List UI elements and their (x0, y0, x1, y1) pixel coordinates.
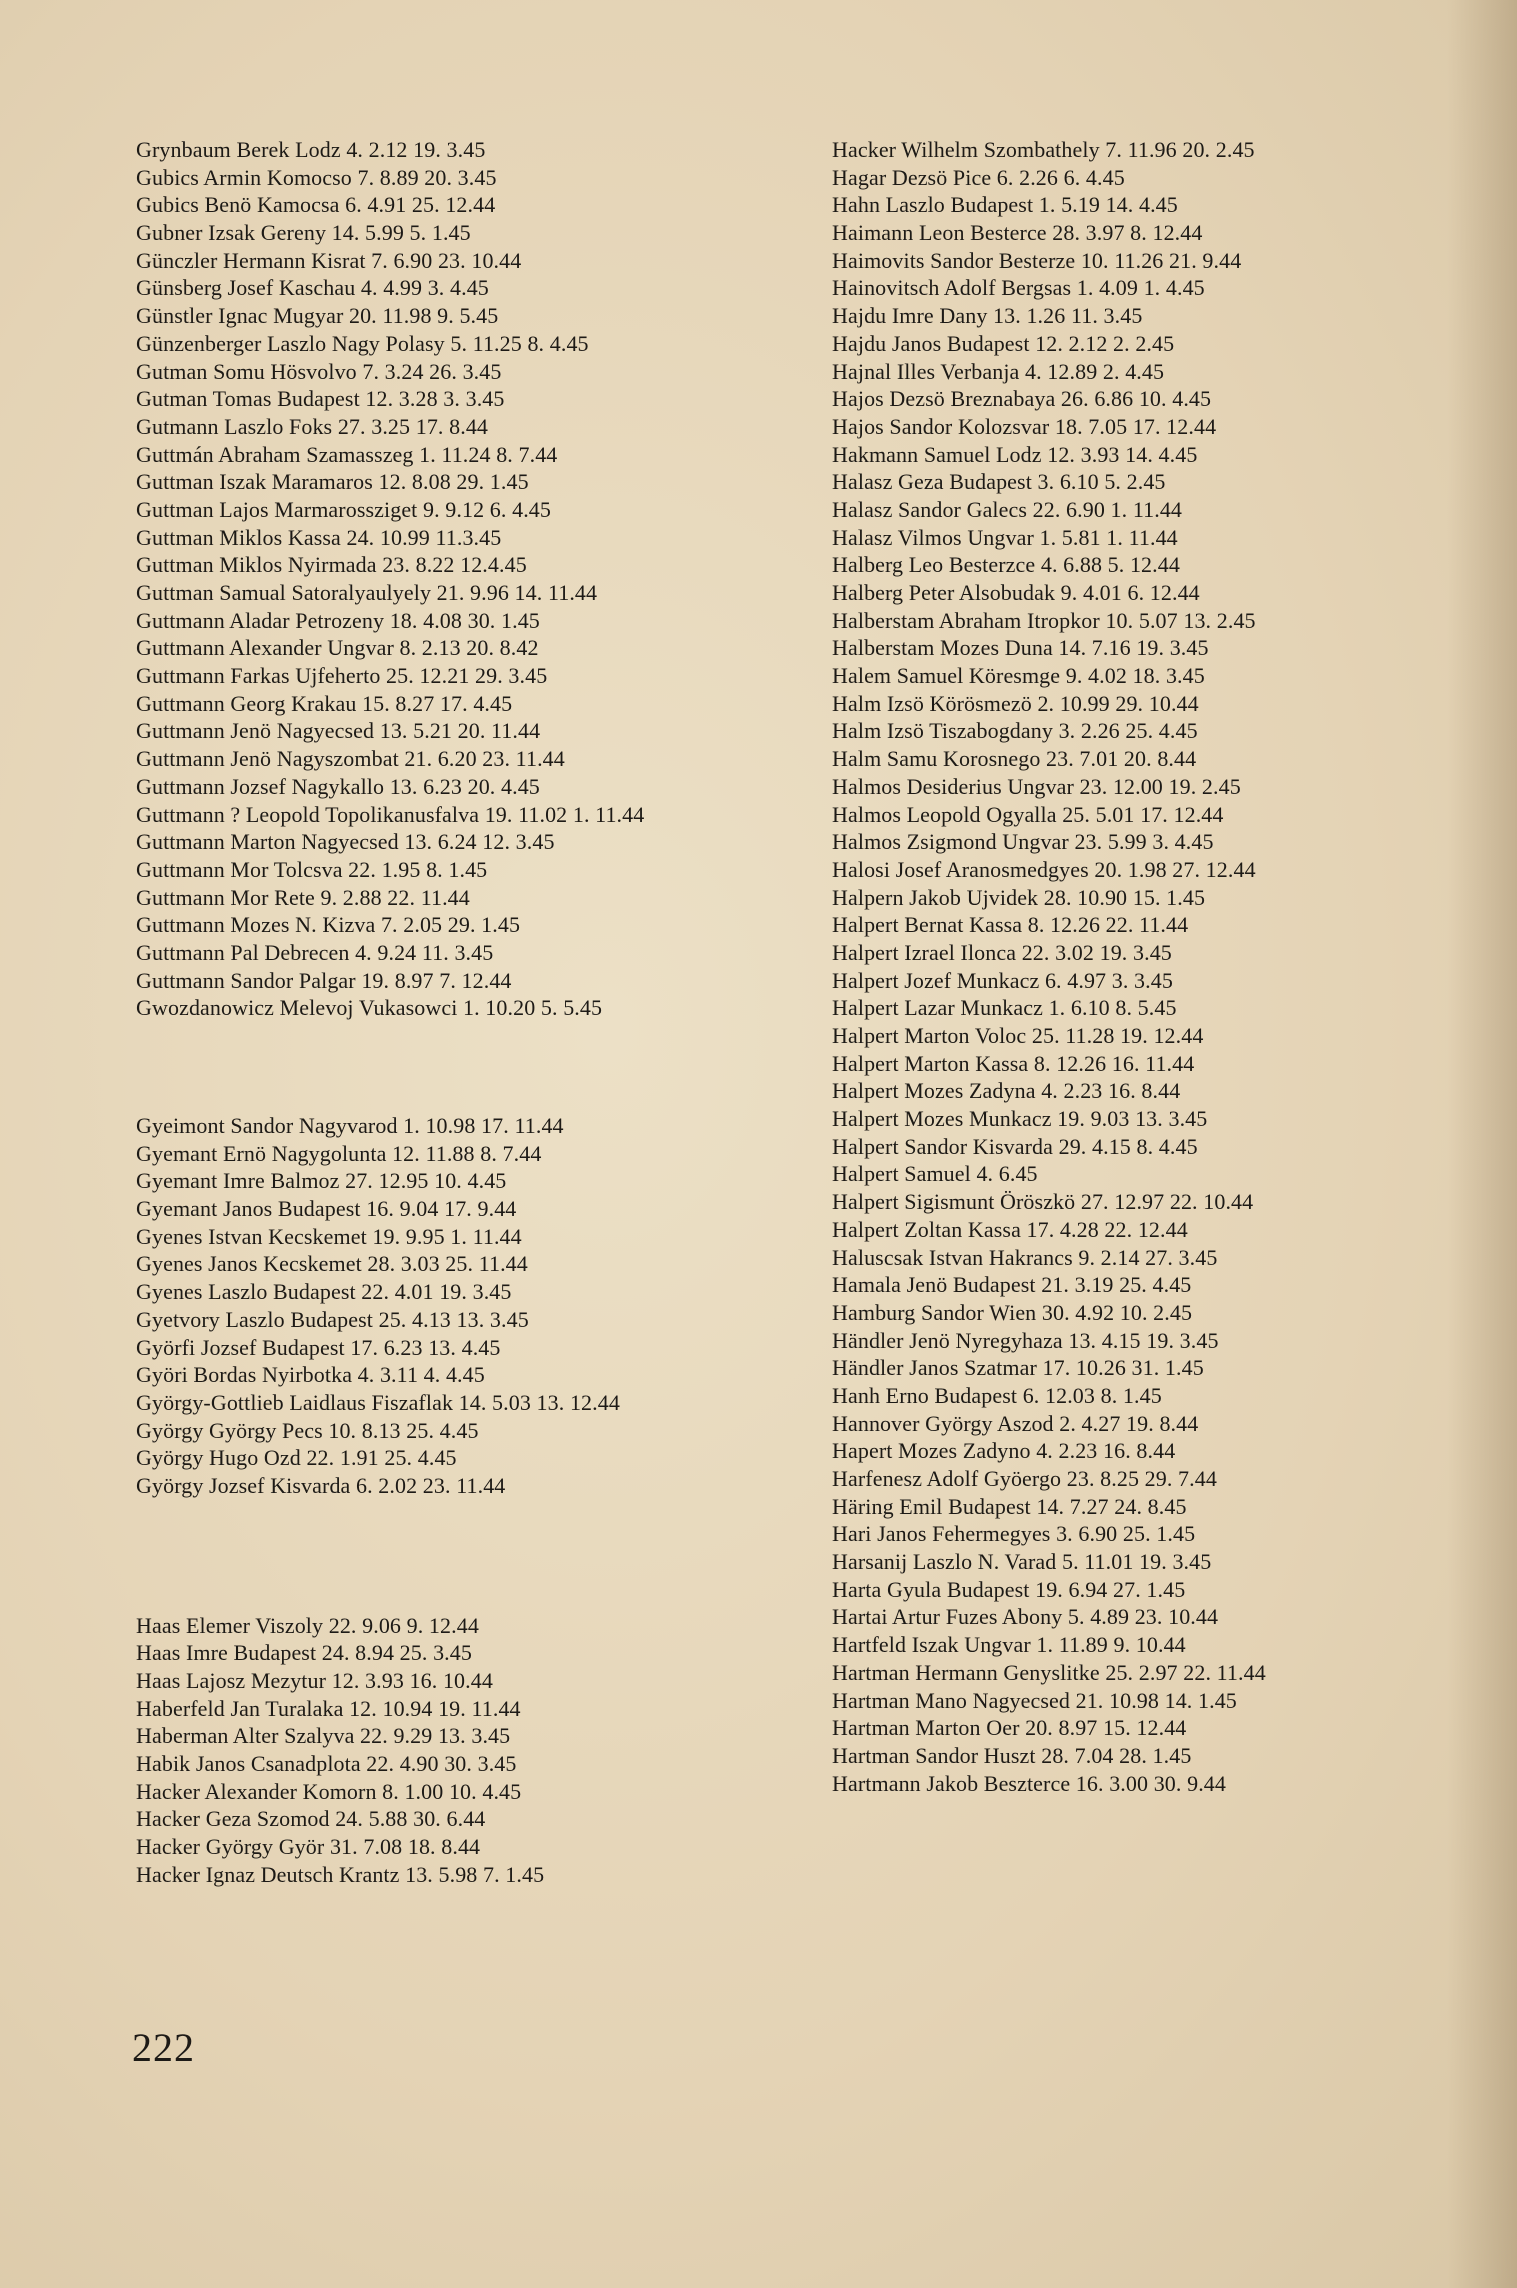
list-item: Hartai Artur Fuzes Abony 5. 4.89 23. 10.44 (832, 1604, 1219, 1630)
list-item: Haimovits Sandor Besterze 10. 11.26 21. 9.44 (832, 247, 1242, 273)
list-item: Hakmann Samuel Lodz 12. 3.93 14. 4.45 (832, 441, 1198, 467)
list-item: Händler Janos Szatmar 17. 10.26 31. 1.45 (832, 1355, 1204, 1381)
list-item: Hacker György Györ 31. 7.08 18. 8.44 (136, 1834, 481, 1860)
list-item: Hamburg Sandor Wien 30. 4.92 10. 2.45 (832, 1299, 1193, 1325)
list-item: Günstler Ignac Mugyar 20. 11.98 9. 5.45 (136, 303, 499, 329)
list-item: Györfi Jozsef Budapest 17. 6.23 13. 4.45 (136, 1334, 501, 1360)
list-item: Halpert Sandor Kisvarda 29. 4.15 8. 4.45 (832, 1133, 1198, 1159)
name-list-gy (136, 1112, 786, 1500)
list-item: Harta Gyula Budapest 19. 6.94 27. 1.45 (832, 1576, 1186, 1602)
list-item: Hartfeld Iszak Ungvar 1. 11.89 9. 10.44 (832, 1632, 1186, 1658)
list-item: Hajos Sandor Kolozsvar 18. 7.05 17. 12.44 (832, 413, 1217, 439)
list-item: Gutman Tomas Budapest 12. 3.28 3. 3.45 (136, 386, 505, 412)
list-item: Gubics Benö Kamocsa 6. 4.91 25. 12.44 (136, 192, 496, 218)
list-item: Halpert Bernat Kassa 8. 12.26 22. 11.44 (832, 912, 1189, 938)
list-item: Halmos Desiderius Ungvar 23. 12.00 19. 2.45 (832, 773, 1241, 799)
name-list-g1 (136, 136, 786, 1022)
list-item: Gubics Armin Komocso 7. 8.89 20. 3.45 (136, 164, 497, 190)
list-item: Hacker Geza Szomod 24. 5.88 30. 6.44 (136, 1806, 486, 1832)
list-item: Hacker Alexander Komorn 8. 1.00 10. 4.45 (136, 1778, 522, 1804)
list-item: Halpert Izrael Ilonca 22. 3.02 19. 3.45 (832, 939, 1172, 965)
list-item: Haas Elemer Viszoly 22. 9.06 9. 12.44 (136, 1612, 479, 1638)
list-item: Günzenberger Laszlo Nagy Polasy 5. 11.25 8. 4.45 (136, 330, 589, 356)
list-item: Gubner Izsak Gereny 14. 5.99 5. 1.45 (136, 220, 471, 246)
list-item: Guttmann Jenö Nagyecsed 13. 5.21 20. 11.44 (136, 718, 541, 744)
list-item: Hartman Sandor Huszt 28. 7.04 28. 1.45 (832, 1742, 1192, 1768)
list-item: György Jozsef Kisvarda 6. 2.02 23. 11.44 (136, 1472, 506, 1498)
list-item: Gyemant Janos Budapest 16. 9.04 17. 9.44 (136, 1196, 517, 1222)
list-item: György Hugo Ozd 22. 1.91 25. 4.45 (136, 1445, 457, 1471)
list-item: Halm Izsö Tiszabogdany 3. 2.26 25. 4.45 (832, 718, 1198, 744)
list-item: Hagar Dezsö Pice 6. 2.26 6. 4.45 (832, 164, 1125, 190)
list-item: Halpert Mozes Zadyna 4. 2.23 16. 8.44 (832, 1078, 1181, 1104)
section-gap (136, 1500, 786, 1612)
list-item: Halberstam Mozes Duna 14. 7.16 19. 3.45 (832, 635, 1209, 661)
list-item: Guttman Lajos Marmarossziget 9. 9.12 6. 4.45 (136, 496, 551, 522)
list-item: Guttman Miklos Kassa 24. 10.99 11.3.45 (136, 524, 502, 550)
list-item: Häring Emil Budapest 14. 7.27 24. 8.45 (832, 1493, 1187, 1519)
list-item: Guttmán Abraham Szamasszeg 1. 11.24 8. 7.44 (136, 441, 558, 467)
list-item: Günsberg Josef Kaschau 4. 4.99 3. 4.45 (136, 275, 489, 301)
list-item: Guttman Iszak Maramaros 12. 8.08 29. 1.45 (136, 469, 529, 495)
list-item: Guttmann Alexander Ungvar 8. 2.13 20. 8.42 (136, 635, 539, 661)
list-item: Halpern Jakob Ujvidek 28. 10.90 15. 1.45 (832, 884, 1206, 910)
list-item: Guttmann Jenö Nagyszombat 21. 6.20 23. 11.44 (136, 746, 565, 772)
list-item: Hacker Ignaz Deutsch Krantz 13. 5.98 7. 1.45 (136, 1861, 545, 1887)
list-item: Hanh Erno Budapest 6. 12.03 8. 1.45 (832, 1382, 1162, 1408)
list-item: Grynbaum Berek Lodz 4. 2.12 19. 3.45 (136, 137, 486, 162)
page-spine-shadow (1447, 0, 1517, 2288)
list-item: Hahn Laszlo Budapest 1. 5.19 14. 4.45 (832, 192, 1178, 218)
list-item: Halberg Peter Alsobudak 9. 4.01 6. 12.44 (832, 580, 1200, 605)
right-column (832, 136, 1452, 1797)
list-item: Halberstam Abraham Itropkor 10. 5.07 13. 2.45 (832, 607, 1256, 633)
list-item: Halm Samu Korosnego 23. 7.01 20. 8.44 (832, 746, 1197, 772)
list-item: György-Gottlieb Laidlaus Fiszaflak 14. 5.03 13. 12.44 (136, 1389, 620, 1415)
list-item: Guttmann Marton Nagyecsed 13. 6.24 12. 3.45 (136, 829, 555, 855)
list-item: Guttman Samual Satoralyaulyely 21. 9.96 14. 11.44 (136, 580, 598, 605)
list-item: Hapert Mozes Zadyno 4. 2.23 16. 8.44 (832, 1438, 1176, 1464)
list-item: Günczler Hermann Kisrat 7. 6.90 23. 10.44 (136, 247, 522, 273)
list-item: Gyemant Ernö Nagygolunta 12. 11.88 8. 7.44 (136, 1140, 542, 1166)
list-item: Guttmann Pal Debrecen 4. 9.24 11. 3.45 (136, 939, 494, 965)
list-item: Hajdu Imre Dany 13. 1.26 11. 3.45 (832, 303, 1143, 329)
list-item: Guttmann ? Leopold Topolikanusfalva 19. 11.02 1. 11.44 (136, 801, 645, 827)
list-item: Hartman Hermann Genyslitke 25. 2.97 22. 11.44 (832, 1659, 1266, 1685)
list-item: Guttmann Sandor Palgar 19. 8.97 7. 12.44 (136, 967, 512, 993)
list-item: Harsanij Laszlo N. Varad 5. 11.01 19. 3.45 (832, 1549, 1212, 1575)
list-item: Hajos Dezsö Breznabaya 26. 6.86 10. 4.45 (832, 386, 1212, 412)
list-item: Harfenesz Adolf Gyöergo 23. 8.25 29. 7.44 (832, 1466, 1217, 1491)
list-item: Gyetvory Laszlo Budapest 25. 4.13 13. 3.45 (136, 1306, 529, 1332)
list-item: Halberg Leo Besterzce 4. 6.88 5. 12.44 (832, 552, 1180, 578)
page-number: 222 (132, 2025, 195, 2070)
list-item: Guttmann Mor Tolcsva 22. 1.95 8. 1.45 (136, 856, 488, 882)
list-item: Guttmann Georg Krakau 15. 8.27 17. 4.45 (136, 690, 513, 716)
list-item: Halmos Zsigmond Ungvar 23. 5.99 3. 4.45 (832, 829, 1214, 855)
list-item: Hartman Marton Oer 20. 8.97 15. 12.44 (832, 1715, 1187, 1741)
list-item: Hamala Jenö Budapest 21. 3.19 25. 4.45 (832, 1272, 1192, 1298)
list-item: Halpert Marton Kassa 8. 12.26 16. 11.44 (832, 1050, 1195, 1076)
list-item: Haluscsak Istvan Hakrancs 9. 2.14 27. 3.45 (832, 1244, 1218, 1270)
list-item: Halpert Sigismunt Öröszkö 27. 12.97 22. 10.44 (832, 1189, 1254, 1215)
list-item: Gyenes Janos Kecskemet 28. 3.03 25. 11.44 (136, 1251, 528, 1277)
list-item: Gutmann Laszlo Foks 27. 3.25 17. 8.44 (136, 413, 489, 439)
list-item: Halasz Sandor Galecs 22. 6.90 1. 11.44 (832, 496, 1183, 522)
list-item: Guttmann Farkas Ujfeherto 25. 12.21 29. 3.45 (136, 663, 548, 689)
name-list-h (136, 1612, 786, 1889)
list-item: Halasz Geza Budapest 3. 6.10 5. 2.45 (832, 469, 1166, 495)
list-item: Guttmann Aladar Petrozeny 18. 4.08 30. 1.45 (136, 607, 540, 633)
section-gap (136, 1022, 786, 1112)
list-item: Gyeimont Sandor Nagyvarod 1. 10.98 17. 11.44 (136, 1113, 564, 1138)
list-item: Gwozdanowicz Melevoj Vukasowci 1. 10.20 5. 5.45 (136, 995, 603, 1021)
list-item: Hannover György Aszod 2. 4.27 19. 8.44 (832, 1410, 1199, 1436)
list-item: Halem Samuel Köresmge 9. 4.02 18. 3.45 (832, 663, 1205, 689)
list-item: Halm Izsö Körösmezö 2. 10.99 29. 10.44 (832, 690, 1199, 716)
list-item: Hartmann Jakob Beszterce 16. 3.00 30. 9.44 (832, 1770, 1226, 1796)
list-item: Hainovitsch Adolf Bergsas 1. 4.09 1. 4.45 (832, 275, 1205, 301)
list-item: Gyenes Laszlo Budapest 22. 4.01 19. 3.45 (136, 1279, 512, 1305)
list-item: Gyenes Istvan Kecskemet 19. 9.95 1. 11.44 (136, 1223, 522, 1249)
list-item: Halpert Samuel 4. 6.45 (832, 1161, 1038, 1187)
list-item: Haberman Alter Szalyva 22. 9.29 13. 3.45 (136, 1723, 511, 1749)
list-item: Händler Jenö Nyregyhaza 13. 4.15 19. 3.45 (832, 1327, 1219, 1353)
list-item: Hacker Wilhelm Szombathely 7. 11.96 20. 2.45 (832, 137, 1255, 162)
list-item: Halpert Jozef Munkacz 6. 4.97 3. 3.45 (832, 967, 1173, 993)
list-item: Halpert Zoltan Kassa 17. 4.28 22. 12.44 (832, 1216, 1188, 1242)
list-item: Guttmann Jozsef Nagykallo 13. 6.23 20. 4.45 (136, 773, 540, 799)
list-item: Halmos Leopold Ogyalla 25. 5.01 17. 12.44 (832, 801, 1224, 827)
list-item: Györi Bordas Nyirbotka 4. 3.11 4. 4.45 (136, 1362, 485, 1388)
list-item: Halpert Marton Voloc 25. 11.28 19. 12.44 (832, 1023, 1204, 1048)
list-item: Haas Imre Budapest 24. 8.94 25. 3.45 (136, 1640, 472, 1666)
list-item: Haimann Leon Besterce 28. 3.97 8. 12.44 (832, 220, 1203, 246)
list-item: Guttmann Mozes N. Kizva 7. 2.05 29. 1.45 (136, 912, 521, 938)
list-item: Gyemant Imre Balmoz 27. 12.95 10. 4.45 (136, 1168, 507, 1194)
list-item: Halpert Lazar Munkacz 1. 6.10 8. 5.45 (832, 995, 1177, 1021)
list-item: Hajdu Janos Budapest 12. 2.12 2. 2.45 (832, 330, 1175, 356)
list-item: Haberfeld Jan Turalaka 12. 10.94 19. 11.44 (136, 1695, 521, 1721)
list-item: Halosi Josef Aranosmedgyes 20. 1.98 27. 12.44 (832, 856, 1256, 882)
list-item: Guttmann Mor Rete 9. 2.88 22. 11.44 (136, 884, 470, 910)
list-item: Hajnal Illes Verbanja 4. 12.89 2. 4.45 (832, 358, 1165, 384)
list-item: Guttman Miklos Nyirmada 23. 8.22 12.4.45 (136, 552, 527, 578)
list-item: György György Pecs 10. 8.13 25. 4.45 (136, 1417, 479, 1443)
list-item: Hari Janos Fehermegyes 3. 6.90 25. 1.45 (832, 1521, 1196, 1547)
list-item: Halpert Mozes Munkacz 19. 9.03 13. 3.45 (832, 1106, 1208, 1132)
list-item: Habik Janos Csanadplota 22. 4.90 30. 3.45 (136, 1751, 517, 1777)
name-list-right (832, 136, 1452, 1797)
list-item: Halasz Vilmos Ungvar 1. 5.81 1. 11.44 (832, 524, 1178, 550)
list-item: Hartman Mano Nagyecsed 21. 10.98 14. 1.45 (832, 1687, 1237, 1713)
list-item: Haas Lajosz Mezytur 12. 3.93 16. 10.44 (136, 1668, 493, 1693)
left-column (136, 136, 786, 1889)
list-item: Gutman Somu Hösvolvo 7. 3.24 26. 3.45 (136, 358, 502, 384)
